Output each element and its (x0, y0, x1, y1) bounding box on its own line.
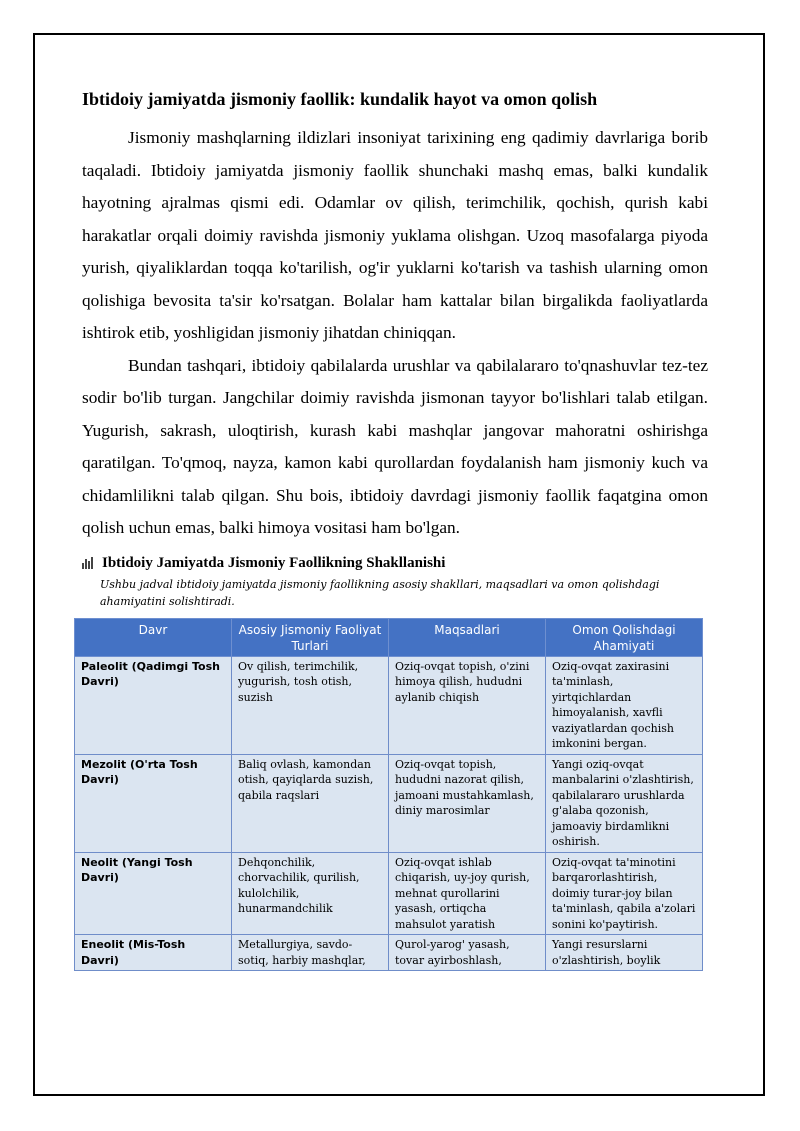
table-header-cell: Davr (75, 618, 232, 656)
table-cell-period: Paleolit (Qadimgi Tosh Davri) (75, 656, 232, 754)
table-cell: Yangi resurslarni o'zlashtirish, boylik (546, 935, 703, 971)
table-cell: Yangi oziq-ovqat manbalarini o'zlashtirish, qabilalararo urushlarda g'alaba qozonish, jamoaviy birdamlikni oshirish. (546, 754, 703, 852)
document-body (82, 86, 708, 971)
table-cell-period: Neolit (Yangi Tosh Davri) (75, 852, 232, 935)
bar-chart-icon (82, 557, 96, 569)
table-caption: Ushbu jadval ibtidoiy jamiyatda jismoniy faollikning asosiy shakllari, maqsadlari va omon qolishdagi ahamiyatini solishtiradi. (100, 577, 660, 608)
table-title-row (82, 555, 708, 572)
table-cell: Oziq-ovqat topish, hududni nazorat qilish, jamoani mustahkamlash, diniy marosimlar (389, 754, 546, 852)
table-header-cell: Asosiy Jismoniy Faoliyat Turlari (232, 618, 389, 656)
table-cell: Qurol-yarog' yasash, tovar ayirboshlash, (389, 935, 546, 971)
table-row (75, 656, 703, 754)
table-header-row (75, 618, 703, 656)
paragraph-1: Jismoniy mashqlarning ildizlari insoniyat tarixining eng qadimiy davrlariga borib taqaladi. Ibtidoiy jamiyatda jismoniy faollik shunchaki mashq emas, balki kundalik hayotning ajralmas qismi edi. Odamlar ov qilish, terimchilik, qochish, qurish kabi harakatlar orqali doimiy ravishda jismoniy yuklama olishgan. Uzoq masofalarga piyoda yurish, qiyaliklardan toqqa ko'tarilish, og'ir yuklarni ko'tarish va tashish ularning omon qolishiga bevosita ta'sir ko'rsatgan. Bolalar ham kattalar bilan birgalikda faoliyatlarda ishtirok etib, yoshligidan jismoniy jihatdan chiniqqan. (82, 128, 708, 342)
table-cell: Metallurgiya, savdo-sotiq, harbiy mashqlar, (232, 935, 389, 971)
table-row (75, 754, 703, 852)
table-cell: Oziq-ovqat ishlab chiqarish, uy-joy qurish, mehnat qurollarini yasash, ortiqcha mahsulot yaratish (389, 852, 546, 935)
section-heading: Ibtidoiy jamiyatda jismoniy faollik: kundalik hayot va omon qolish (82, 89, 598, 109)
table-cell-period: Eneolit (Mis-Tosh Davri) (75, 935, 232, 971)
table-cell: Oziq-ovqat ta'minotini barqarorlashtirish, doimiy turar-joy bilan ta'minlash, qabila a'zolari sonini ko'paytirish. (546, 852, 703, 935)
table-cell: Oziq-ovqat zaxirasini ta'minlash, yirtqichlardan himoyalanish, xavfli vaziyatlardan qochish imkonini bergan. (546, 656, 703, 754)
table-cell: Ov qilish, terimchilik, yugurish, tosh otish, suzish (232, 656, 389, 754)
table-title: Ibtidoiy Jamiyatda Jismoniy Faollikning Shakllanishi (102, 554, 446, 571)
table-cell: Baliq ovlash, kamondan otish, qayiqlarda suzish, qabila raqslari (232, 754, 389, 852)
table-cell: Oziq-ovqat topish, o'zini himoya qilish, hududni aylanib chiqish (389, 656, 546, 754)
table-cell-period: Mezolit (O'rta Tosh Davri) (75, 754, 232, 852)
comparison-table (74, 618, 703, 972)
table-cell: Dehqonchilik, chorvachilik, qurilish, kulolchilik, hunarmandchilik (232, 852, 389, 935)
table-row (75, 935, 703, 971)
table-header-cell: Maqsadlari (389, 618, 546, 656)
paragraph-2: Bundan tashqari, ibtidoiy qabilalarda urushlar va qabilalararo to'qnashuvlar tez-tez sodir bo'lib turgan. Jangchilar doimiy ravishda jismonan tayyor bo'lishlari talab etilgan. Yugurish, sakrash, uloqtirish, kurash kabi mashqlar jangovar mahoratni oshirishga qaratilgan. To'qmoq, nayza, kamon kabi qurollardan foydalanish ham jismoniy kuch va chidamlilikni talab qilgan. Shu bois, ibtidoiy davrdagi jismoniy faollik faqatgina omon qolish uchun emas, balki himoya vositasi ham bo'lgan. (82, 355, 708, 537)
table-row (75, 852, 703, 935)
table-header-cell: Omon Qolishdagi Ahamiyati (546, 618, 703, 656)
